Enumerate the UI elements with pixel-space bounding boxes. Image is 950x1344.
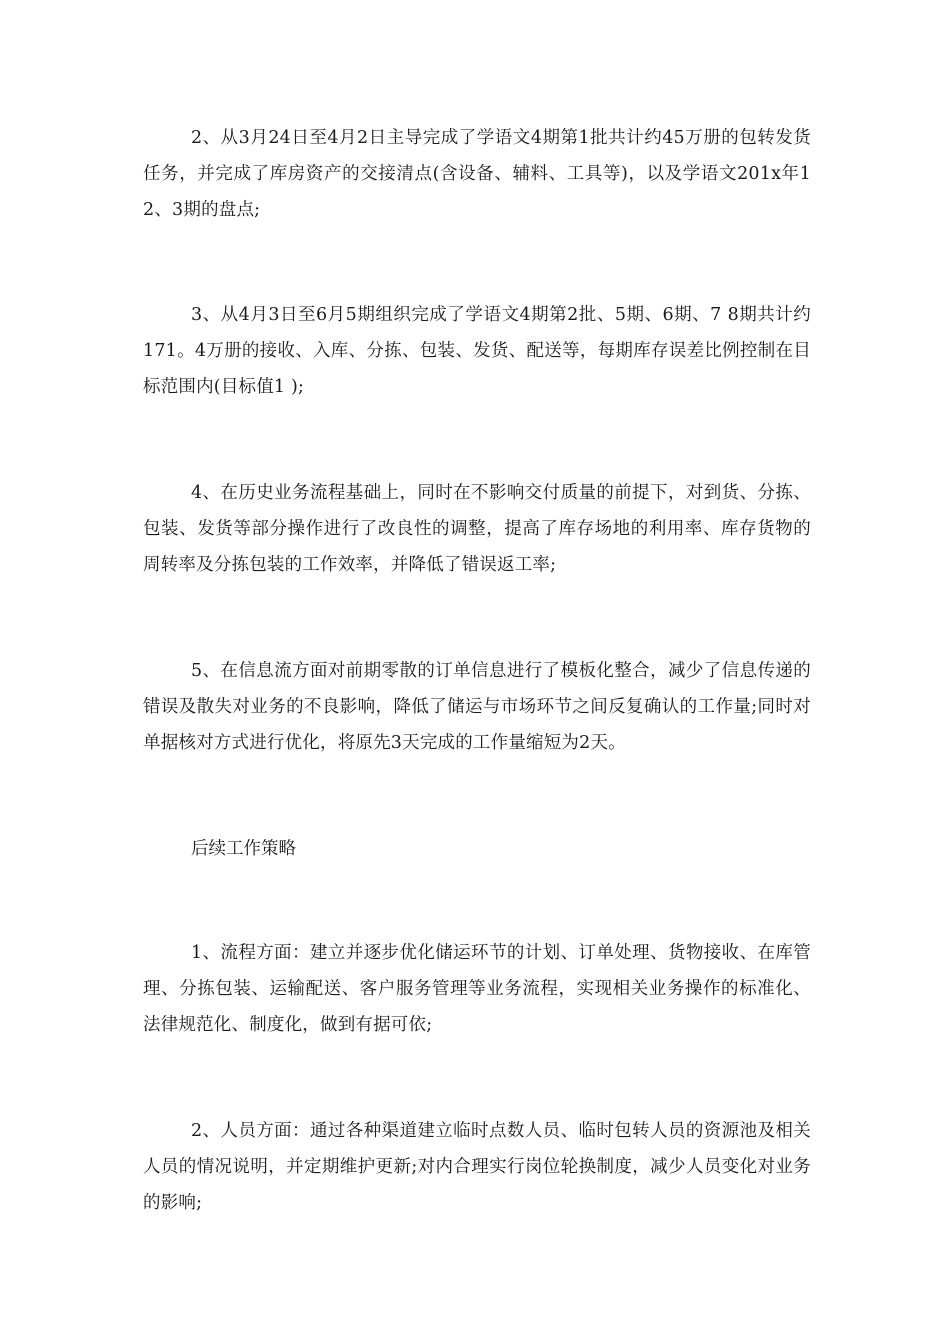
paragraph-item-2-delivery-task: 2、从3月24日至4月2日主导完成了学语文4期第1批共计约45万册的包转发货任务，并完成了库房资产的交接清点(含设备、辅料、工具等)，以及学语文201x年1 2、3期的盘点; <box>143 128 811 220</box>
paragraph-strategy-1-process: 1、流程方面：建立并逐步优化储运环节的计划、订单处理、货物接收、在库管理、分拣包装、运输配送、客户服务管理等业务流程，实现相关业务操作的标准化、法律规范化、制度化，做到有据可依; <box>143 943 811 1035</box>
section-heading-follow-up-strategy: 后续工作策略 <box>191 839 296 859</box>
paragraph-strategy-2-personnel: 2、人员方面：通过各种渠道建立临时点数人员、临时包转人员的资源池及相关人员的情况说明，并定期维护更新;对内合理实行岗位轮换制度，减少人员变化对业务的影响; <box>143 1121 811 1213</box>
paragraph-item-4-process-improvement: 4、在历史业务流程基础上，同时在不影响交付质量的前提下，对到货、分拣、包装、发货等部分操作进行了改良性的调整，提高了库存场地的利用率、库存货物的周转率及分拣包装的工作效率，并降低了错误返工率; <box>143 483 811 575</box>
paragraph-item-5-information-flow: 5、在信息流方面对前期零散的订单信息进行了模板化整合，减少了信息传递的错误及散失对业务的不良影响，降低了储运与市场环节之间反复确认的工作量;同时对单据核对方式进行优化，将原先3天完成的工作量缩短为2天。 <box>143 661 811 753</box>
paragraph-item-3-receiving-task: 3、从4月3日至6月5期组织完成了学语文4期第2批、5期、6期、7 8期共计约171。4万册的接收、入库、分拣、包装、发货、配送等，每期库存误差比例控制在目标范围内(目标值1 ); <box>143 305 811 397</box>
